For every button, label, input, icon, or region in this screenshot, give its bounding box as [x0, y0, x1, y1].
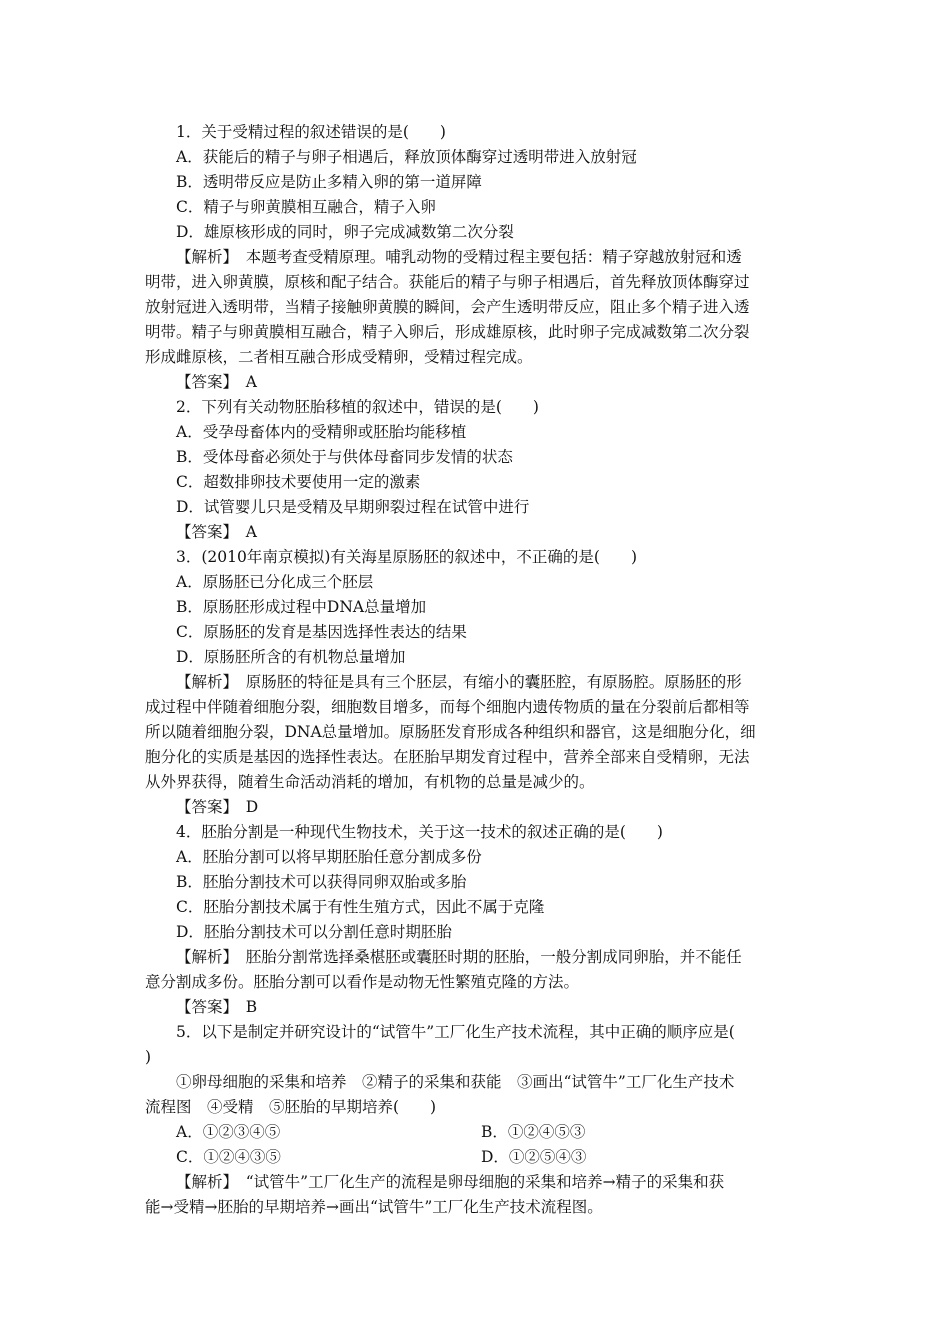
question-2-option-b: B．受体母畜必须处于与供体母畜同步发情的状态 [176, 448, 513, 466]
question-5-option-a: A．①②③④⑤ [176, 1123, 281, 1141]
question-3-answer: 【答案】 D [176, 798, 259, 816]
question-4-analysis-line: 【解析】 胚胎分割常选择桑椹胚或囊胚时期的胚胎，一般分割成同卵胎，并不能任 [176, 948, 742, 966]
question-5-options-row [145, 1145, 810, 1170]
question-4-option-c: C．胚胎分割技术属于有性生殖方式，因此不属于克隆 [176, 898, 545, 916]
question-5-option-b: B．①②④⑤③ [481, 1123, 586, 1141]
question-5-stem-continued: ) [145, 1048, 152, 1066]
question-5-option-c: C．①②④③⑤ [176, 1148, 281, 1166]
question-5-stem: 5．以下是制定并研究设计的“试管牛”工厂化生产技术流程，其中正确的顺序应是( [176, 1023, 735, 1041]
question-3-option-d: D．原肠胚所含的有机物总量增加 [176, 648, 406, 666]
question-1-option-d: D．雄原核形成的同时，卵子完成减数第二次分裂 [176, 223, 514, 241]
question-1-option-a: A．获能后的精子与卵子相遇后，释放顶体酶穿过透明带进入放射冠 [176, 148, 637, 166]
question-4-stem: 4．胚胎分割是一种现代生物技术，关于这一技术的叙述正确的是( ) [176, 823, 663, 841]
question-5-option-d: D．①②⑤④③ [481, 1148, 587, 1166]
question-3-option-c: C．原肠胚的发育是基因选择性表达的结果 [176, 623, 467, 641]
question-3-analysis-line: 成过程中伴随着细胞分裂，细胞数目增多，而每个细胞内遗传物质的量在分裂前后都相等 [145, 698, 750, 716]
question-1-analysis-line: 【解析】 本题考查受精原理。哺乳动物的受精过程主要包括：精子穿越放射冠和透 [176, 248, 742, 266]
question-1-stem: 1．关于受精过程的叙述错误的是( ) [176, 123, 446, 141]
question-2-stem: 2．下列有关动物胚胎移植的叙述中，错误的是( ) [176, 398, 539, 416]
question-4-option-a: A．胚胎分割可以将早期胚胎任意分割成多份 [176, 848, 482, 866]
question-4-option-d: D．胚胎分割技术可以分割任意时期胚胎 [176, 923, 452, 941]
question-2-option-d: D．试管婴儿只是受精及早期卵裂过程在试管中进行 [176, 498, 530, 516]
question-5-options-row [145, 1120, 810, 1145]
question-4-answer: 【答案】 B [176, 998, 258, 1016]
question-4-option-b: B．胚胎分割技术可以获得同卵双胎或多胎 [176, 873, 467, 891]
question-1-analysis-line: 形成雌原核，二者相互融合形成受精卵，受精过程完成。 [145, 348, 533, 366]
question-5-steps: ①卵母细胞的采集和培养 ②精子的采集和获能 ③画出“试管牛”工厂化生产技术 [176, 1073, 735, 1091]
question-1-option-b: B．透明带反应是防止多精入卵的第一道屏障 [176, 173, 482, 191]
question-1-analysis-line: 放射冠进入透明带，当精子接触卵黄膜的瞬间，会产生透明带反应，阻止多个精子进入透 [145, 298, 750, 316]
question-4-analysis-line: 意分割成多份。胚胎分割可以看作是动物无性繁殖克隆的方法。 [145, 973, 580, 991]
question-1-analysis-line: 明带。精子与卵黄膜相互融合，精子入卵后，形成雄原核，此时卵子完成减数第二次分裂 [145, 323, 750, 341]
question-1-analysis-line: 明带，进入卵黄膜，原核和配子结合。获能后的精子与卵子相遇后，首先释放顶体酶穿过 [145, 273, 750, 291]
question-5-steps-continued: 流程图 ④受精 ⑤胚胎的早期培养( ) [145, 1098, 437, 1116]
question-1-option-c: C．精子与卵黄膜相互融合，精子入卵 [176, 198, 436, 216]
question-2-answer: 【答案】 A [176, 523, 257, 541]
question-1-answer: 【答案】 A [176, 373, 257, 391]
question-3-analysis-line: 从外界获得，随着生命活动消耗的增加，有机物的总量是减少的。 [145, 773, 595, 791]
question-2-option-c: C．超数排卵技术要使用一定的激素 [176, 473, 421, 491]
question-2-option-a: A．受孕母畜体内的受精卵或胚胎均能移植 [176, 423, 467, 441]
question-3-analysis-line: 所以随着细胞分裂，DNA总量增加。原肠胚发育形成各种组织和器官，这是细胞分化，细 [145, 723, 756, 741]
question-5-analysis-line: 能→受精→胚胎的早期培养→画出“试管牛”工厂化生产技术流程图。 [145, 1198, 603, 1216]
document-page [145, 120, 810, 1220]
question-5-analysis-line: 【解析】 “试管牛”工厂化生产的流程是卵母细胞的采集和培养→精子的采集和获 [176, 1173, 725, 1191]
question-3-analysis-line: 【解析】 原肠胚的特征是具有三个胚层，有缩小的囊胚腔，有原肠腔。原肠胚的形 [176, 673, 742, 691]
question-3-analysis-line: 胞分化的实质是基因的选择性表达。在胚胎早期发育过程中，营养全部来自受精卵，无法 [145, 748, 750, 766]
question-3-option-a: A．原肠胚已分化成三个胚层 [176, 573, 374, 591]
question-3-option-b: B．原肠胚形成过程中DNA总量增加 [176, 598, 427, 616]
question-3-stem: 3．(2010年南京模拟)有关海星原肠胚的叙述中，不正确的是( ) [176, 548, 637, 566]
